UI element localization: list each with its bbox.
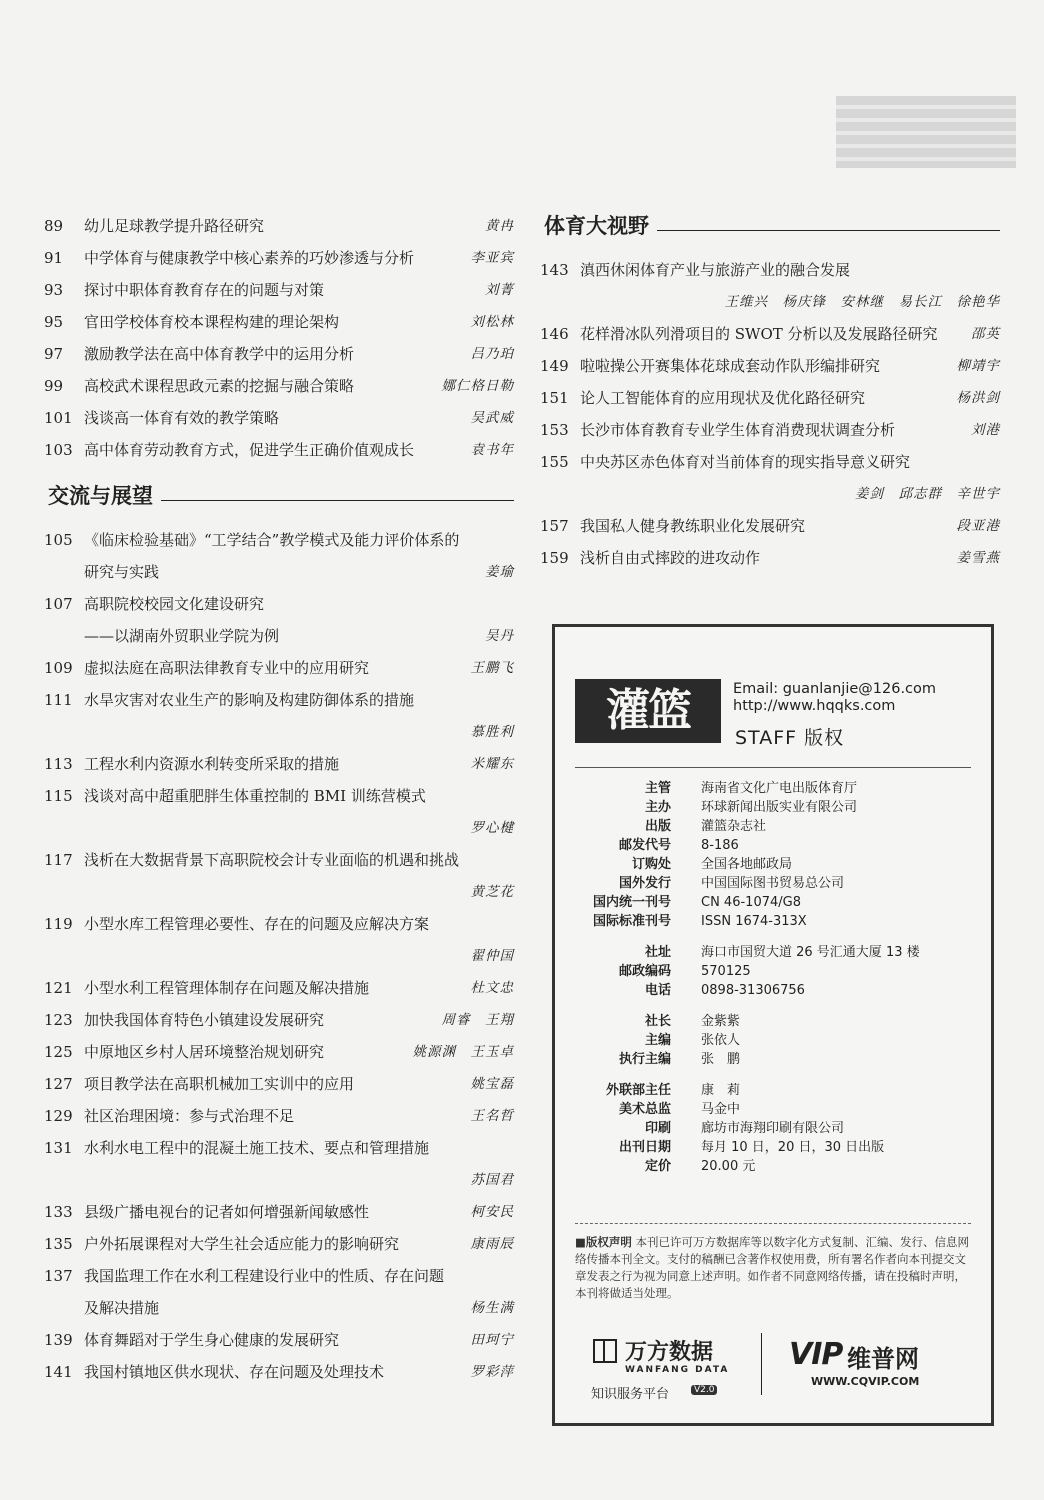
page-number: 95 <box>44 313 64 331</box>
article-title: 论人工智能体育的应用现状及优化路径研究 <box>580 389 866 407</box>
toc-entry-continuation <box>540 478 1000 510</box>
toc-entry[interactable] <box>44 1356 514 1388</box>
toc-entry-continuation <box>44 1164 514 1196</box>
staff-group-gap <box>555 931 991 943</box>
toc-entry-continuation <box>44 716 514 748</box>
page-number: 127 <box>44 1075 73 1093</box>
article-title: 项目教学法在高职机械加工实训中的应用 <box>84 1075 355 1093</box>
logo-divider <box>761 1333 762 1395</box>
staff-row <box>555 874 991 893</box>
toc-entry[interactable] <box>44 1132 514 1164</box>
page-number: 115 <box>44 787 73 805</box>
article-author: 姚宝磊 <box>470 1076 514 1092</box>
toc-entry[interactable] <box>540 254 1000 286</box>
page-number: 123 <box>44 1011 73 1029</box>
toc-entry[interactable] <box>540 414 1000 446</box>
toc-entry[interactable] <box>540 542 1000 574</box>
page-number: 93 <box>44 281 64 299</box>
article-title: 小型水库工程管理必要性、存在的问题及应解决方案 <box>84 915 430 933</box>
staff-label-cell: 邮政编码 <box>618 964 671 979</box>
vip-name: 维普网 <box>847 1345 919 1373</box>
staff-value-cell: 廊坊市海翔印刷有限公司 <box>701 1121 845 1136</box>
article-title: 高中体育劳动教育方式，促进学生正确价值观成长 <box>84 441 415 459</box>
article-author: 刘港 <box>971 422 1000 438</box>
staff-label-cell: 外联部主任 <box>605 1083 671 1098</box>
toc-entry[interactable] <box>44 242 514 274</box>
article-title-continuation: 研究与实践 <box>84 563 160 581</box>
toc-entry[interactable] <box>44 1196 514 1228</box>
page-number: 117 <box>44 851 73 869</box>
toc-entry[interactable] <box>44 1324 514 1356</box>
staff-row <box>555 962 991 981</box>
page-number: 135 <box>44 1235 73 1253</box>
section-title: 交流与展望 <box>48 480 161 510</box>
staff-label-cell: 主管 <box>644 781 671 796</box>
page-number: 157 <box>540 517 569 535</box>
staff-value-cell: 环球新闻出版实业有限公司 <box>701 800 858 815</box>
article-title: 花样滑冰队列滑项目的 SWOT 分析以及发展路径研究 <box>580 325 938 343</box>
staff-info-box <box>552 624 994 1426</box>
staff-value-cell: 灌篮杂志社 <box>701 819 767 834</box>
article-title: 县级广播电视台的记者如何增强新闻敏感性 <box>84 1203 370 1221</box>
page-number: 141 <box>44 1363 73 1381</box>
staff-value-cell: 海口市国贸大道 26 号汇通大厦 13 楼 <box>701 945 920 960</box>
staff-label-cell: 邮发代号 <box>618 838 671 853</box>
toc-entry[interactable] <box>44 210 514 242</box>
toc-entry[interactable] <box>44 274 514 306</box>
page-number: 155 <box>540 453 569 471</box>
copyright-label: ■版权声明 <box>575 1235 632 1249</box>
article-author: 王名哲 <box>470 1108 514 1124</box>
article-author: 罗彩萍 <box>470 1364 514 1380</box>
article-title: 啦啦操公开赛集体花球成套动作队形编排研究 <box>580 357 881 375</box>
article-title: 官田学校体育校本课程构建的理论架构 <box>84 313 340 331</box>
staff-value-cell: 中国国际图书贸易总公司 <box>701 876 845 891</box>
article-title: 虚拟法庭在高职法律教育专业中的应用研究 <box>84 659 370 677</box>
toc-entry[interactable] <box>540 446 1000 478</box>
toc-entry[interactable] <box>540 382 1000 414</box>
toc-entry[interactable] <box>44 1228 514 1260</box>
staff-label-cell: 电话 <box>644 983 671 998</box>
section-heading-sports-vision <box>540 210 1000 246</box>
article-title: 浅谈对高中超重肥胖生体重控制的 BMI 训练营模式 <box>84 787 426 805</box>
article-author: 邵英 <box>971 326 1000 342</box>
article-author: 杨生满 <box>470 1300 514 1316</box>
toc-entry[interactable] <box>44 844 514 876</box>
article-title: 高校武术课程思政元素的挖掘与融合策略 <box>84 377 355 395</box>
staff-group-gap <box>555 1069 991 1081</box>
staff-label-cell: 国内统一刊号 <box>592 895 671 910</box>
partner-logos <box>575 1331 971 1401</box>
article-title-continuation: 及解决措施 <box>84 1299 160 1317</box>
toc-entry[interactable] <box>44 1100 514 1132</box>
article-author: 姜剑 邱志群 辛世宇 <box>855 486 1000 502</box>
article-author: 王维兴 杨庆锋 安林继 易长江 徐艳华 <box>724 294 1000 310</box>
page-number: 109 <box>44 659 73 677</box>
toc-entry[interactable] <box>540 350 1000 382</box>
page-number: 103 <box>44 441 73 459</box>
faded-logo-bleedthrough <box>836 96 1016 168</box>
wanfang-version-badge: V2.0 <box>691 1385 717 1395</box>
page-number: 125 <box>44 1043 73 1061</box>
article-author: 慕胜利 <box>470 724 514 740</box>
article-author: 黄芝花 <box>470 884 514 900</box>
toc-left-top-list <box>44 210 514 466</box>
article-author: 米耀东 <box>470 756 514 772</box>
staff-value-cell: 康 莉 <box>701 1083 741 1098</box>
article-author: 娜仁格日勒 <box>441 378 514 394</box>
staff-row <box>555 1012 991 1031</box>
toc-entry-continuation <box>44 556 514 588</box>
staff-group-gap <box>555 1000 991 1012</box>
staff-row <box>555 1031 991 1050</box>
article-author: 姜瑜 <box>485 564 514 580</box>
page-number: 107 <box>44 595 73 613</box>
article-author: 柳靖宇 <box>956 358 1000 374</box>
vip-logo-mark: VIP <box>789 1337 843 1372</box>
page-number: 131 <box>44 1139 73 1157</box>
article-title: 小型水利工程管理体制存在问题及解决措施 <box>84 979 370 997</box>
article-title: 社区治理困境：参与式治理不足 <box>84 1107 295 1125</box>
article-author: 罗心楗 <box>470 820 514 836</box>
article-author: 柯安民 <box>470 1204 514 1220</box>
section-title: 体育大视野 <box>544 210 657 240</box>
staff-label-cell: 定价 <box>644 1159 671 1174</box>
staff-label-cell: 订购处 <box>631 857 671 872</box>
article-title: 户外拓展课程对大学生社会适应能力的影响研究 <box>84 1235 400 1253</box>
page-number: 113 <box>44 755 73 773</box>
staff-label-cell: 主编 <box>644 1033 671 1048</box>
toc-entry-continuation <box>540 286 1000 318</box>
staff-value-cell: 张 鹏 <box>701 1052 741 1067</box>
article-author: 刘松林 <box>470 314 514 330</box>
toc-entry[interactable] <box>44 1260 514 1292</box>
article-title: 中学体育与健康教学中核心素养的巧妙渗透与分析 <box>84 249 415 267</box>
staff-value-cell: 全国各地邮政局 <box>701 857 793 872</box>
staff-row <box>555 798 991 817</box>
page-number: 99 <box>44 377 64 395</box>
staff-label: STAFF 版权 <box>735 727 845 749</box>
article-title: 探讨中职体育教育存在的问题与对策 <box>84 281 325 299</box>
article-author: 吴武威 <box>470 410 514 426</box>
toc-entry[interactable] <box>44 524 514 556</box>
article-title: 高职院校校园文化建设研究 <box>84 595 265 613</box>
article-author: 康雨辰 <box>470 1236 514 1252</box>
staff-label-cell: 出刊日期 <box>618 1140 671 1155</box>
staff-divider <box>575 767 971 768</box>
page-number: 121 <box>44 979 73 997</box>
toc-entry-continuation <box>44 940 514 972</box>
article-title: 激励教学法在高中体育教学中的运用分析 <box>84 345 355 363</box>
toc-entry[interactable] <box>44 1004 514 1036</box>
article-title-continuation: ——以湖南外贸职业学院为例 <box>84 627 280 645</box>
article-title: 工程水利内资源水利转变所采取的措施 <box>84 755 340 773</box>
toc-entry[interactable] <box>44 684 514 716</box>
article-title: 长沙市体育教育专业学生体育消费现状调查分析 <box>580 421 896 439</box>
article-title: 浅谈高一体育有效的教学策略 <box>84 409 280 427</box>
page-number: 119 <box>44 915 73 933</box>
page-number: 143 <box>540 261 569 279</box>
page-number: 133 <box>44 1203 73 1221</box>
page-number: 146 <box>540 325 569 343</box>
page-number: 101 <box>44 409 73 427</box>
toc-right-list <box>540 254 1000 574</box>
article-author: 吕乃珀 <box>470 346 514 362</box>
article-title: 浅析自由式摔跤的进攻动作 <box>580 549 761 567</box>
toc-entry[interactable] <box>44 652 514 684</box>
toc-left-column <box>44 210 514 1388</box>
toc-entry-continuation <box>44 1292 514 1324</box>
article-title: 我国私人健身教练职业化发展研究 <box>580 517 806 535</box>
staff-row <box>555 1157 991 1176</box>
staff-label-cell: 美术总监 <box>618 1102 671 1117</box>
toc-entry-continuation <box>44 876 514 908</box>
staff-value-cell: CN 46-1074/G8 <box>701 895 801 910</box>
toc-entry[interactable] <box>44 908 514 940</box>
website-text: http://www.hqqks.com <box>733 698 896 714</box>
staff-row <box>555 779 991 798</box>
article-author: 翟仲国 <box>470 948 514 964</box>
staff-label-cell: 主办 <box>644 800 671 815</box>
toc-entry-continuation <box>44 812 514 844</box>
page-number: 139 <box>44 1331 73 1349</box>
staff-value-cell: 金紫紫 <box>701 1014 741 1029</box>
toc-entry[interactable] <box>44 402 514 434</box>
page-number: 159 <box>540 549 569 567</box>
staff-value-cell: 20.00 元 <box>701 1159 756 1174</box>
article-title: 中央苏区赤色体育对当前体育的现实指导意义研究 <box>580 453 911 471</box>
toc-entry[interactable] <box>44 306 514 338</box>
toc-entry[interactable] <box>44 748 514 780</box>
toc-entry[interactable] <box>44 1068 514 1100</box>
toc-entry[interactable] <box>44 1036 514 1068</box>
article-author: 段亚港 <box>956 518 1000 534</box>
article-title: 滇西休闲体育产业与旅游产业的融合发展 <box>580 261 851 279</box>
copyright-statement <box>575 1223 971 1302</box>
staff-row <box>555 1050 991 1069</box>
staff-row <box>555 1119 991 1138</box>
staff-value-cell: 570125 <box>701 964 751 979</box>
wanfang-name: 万方数据 <box>625 1340 714 1365</box>
page-number: 149 <box>540 357 569 375</box>
toc-entry[interactable] <box>44 780 514 812</box>
article-author: 姜雪燕 <box>956 550 1000 566</box>
staff-row <box>555 981 991 1000</box>
article-title: 浅析在大数据背景下高职院校会计专业面临的机遇和挑战 <box>84 851 460 869</box>
page-number: 137 <box>44 1267 73 1285</box>
staff-table <box>555 779 991 1176</box>
toc-entry[interactable] <box>44 588 514 620</box>
toc-entry[interactable] <box>540 318 1000 350</box>
toc-left-list <box>44 524 514 1388</box>
staff-row <box>555 943 991 962</box>
article-title: 《临床检验基础》“工学结合”教学模式及能力评价体系的 <box>84 531 460 549</box>
article-author: 黄冉 <box>485 218 514 234</box>
wanfang-service: 知识服务平台 <box>591 1387 670 1402</box>
copyright-text: 本刊已许可万方数据库等以数字化方式复制、汇编、发行、信息网络传播本刊全文。支付的稿酬已含著作权使用费，所有署名作者向本刊提交文章发表之行为视为同意上述声明。如作者不同意网络传播，请在投稿时声明，本刊将做适当处理。 <box>575 1235 970 1300</box>
staff-label-cell: 社址 <box>644 945 671 960</box>
staff-row <box>555 1081 991 1100</box>
page-number: 129 <box>44 1107 73 1125</box>
article-author: 袁书年 <box>470 442 514 458</box>
article-author: 杨洪剑 <box>956 390 1000 406</box>
section-heading-exchange <box>44 480 514 516</box>
article-title: 我国监理工作在水利工程建设行业中的性质、存在问题 <box>84 1267 445 1285</box>
staff-row <box>555 1138 991 1157</box>
toc-entry[interactable] <box>44 370 514 402</box>
article-author: 姚源渊 王玉卓 <box>412 1044 514 1060</box>
article-author: 田珂宁 <box>470 1332 514 1348</box>
staff-label-cell: 国外发行 <box>618 876 671 891</box>
staff-value-cell: 8-186 <box>701 838 739 853</box>
article-title: 体育舞蹈对于学生身心健康的发展研究 <box>84 1331 340 1349</box>
wanfang-subtitle: WANFANG DATA <box>625 1365 730 1375</box>
staff-value-cell: 每月 10 日，20 日，30 日出版 <box>701 1140 885 1155</box>
page-number: 153 <box>540 421 569 439</box>
article-title: 水旱灾害对农业生产的影响及构建防御体系的措施 <box>84 691 415 709</box>
staff-row <box>555 893 991 912</box>
page-number: 89 <box>44 217 64 235</box>
page-number: 111 <box>44 691 73 709</box>
staff-label-cell: 出版 <box>644 819 671 834</box>
toc-entry[interactable] <box>44 972 514 1004</box>
page-number: 151 <box>540 389 569 407</box>
page-number: 105 <box>44 531 73 549</box>
article-author: 吴丹 <box>485 628 514 644</box>
vip-url: WWW.CQVIP.COM <box>811 1375 920 1388</box>
toc-entry[interactable] <box>540 510 1000 542</box>
staff-label-cell: 国际标准刊号 <box>592 914 671 929</box>
email-text: Email: guanlanjie@126.com <box>733 681 937 697</box>
article-author: 李亚宾 <box>470 250 514 266</box>
toc-right-column <box>540 210 1000 574</box>
page-number: 97 <box>44 345 64 363</box>
page-number: 91 <box>44 249 64 267</box>
article-title: 我国村镇地区供水现状、存在问题及处理技术 <box>84 1363 385 1381</box>
article-author: 杜文忠 <box>470 980 514 996</box>
article-title: 中原地区乡村人居环境整治规划研究 <box>84 1043 325 1061</box>
staff-row <box>555 912 991 931</box>
article-author: 王鹏飞 <box>470 660 514 676</box>
staff-label-cell: 社长 <box>644 1014 671 1029</box>
staff-row <box>555 855 991 874</box>
staff-value-cell: 0898-31306756 <box>701 983 805 998</box>
staff-row <box>555 817 991 836</box>
staff-value-cell: 海南省文化广电出版体育厅 <box>701 781 858 796</box>
article-title: 水利水电工程中的混凝土施工技术、要点和管理措施 <box>84 1139 430 1157</box>
staff-value-cell: 张依人 <box>701 1033 741 1048</box>
staff-value-cell: 马金中 <box>701 1102 741 1117</box>
staff-row <box>555 836 991 855</box>
article-title: 加快我国体育特色小镇建设发展研究 <box>84 1011 325 1029</box>
contact-info <box>733 681 936 715</box>
wanfang-logo-icon <box>593 1339 617 1363</box>
article-author: 周睿 王翔 <box>441 1012 514 1028</box>
staff-label-cell: 执行主编 <box>618 1052 671 1067</box>
toc-entry[interactable] <box>44 338 514 370</box>
toc-entry[interactable] <box>44 434 514 466</box>
staff-label-cell: 印刷 <box>644 1121 671 1136</box>
article-author: 苏国君 <box>470 1172 514 1188</box>
article-author: 刘菁 <box>485 282 514 298</box>
article-title: 幼儿足球教学提升路径研究 <box>84 217 265 235</box>
staff-value-cell: ISSN 1674-313X <box>701 914 807 929</box>
staff-row <box>555 1100 991 1119</box>
magazine-logo: 灌篮 <box>575 679 721 743</box>
toc-entry-continuation <box>44 620 514 652</box>
